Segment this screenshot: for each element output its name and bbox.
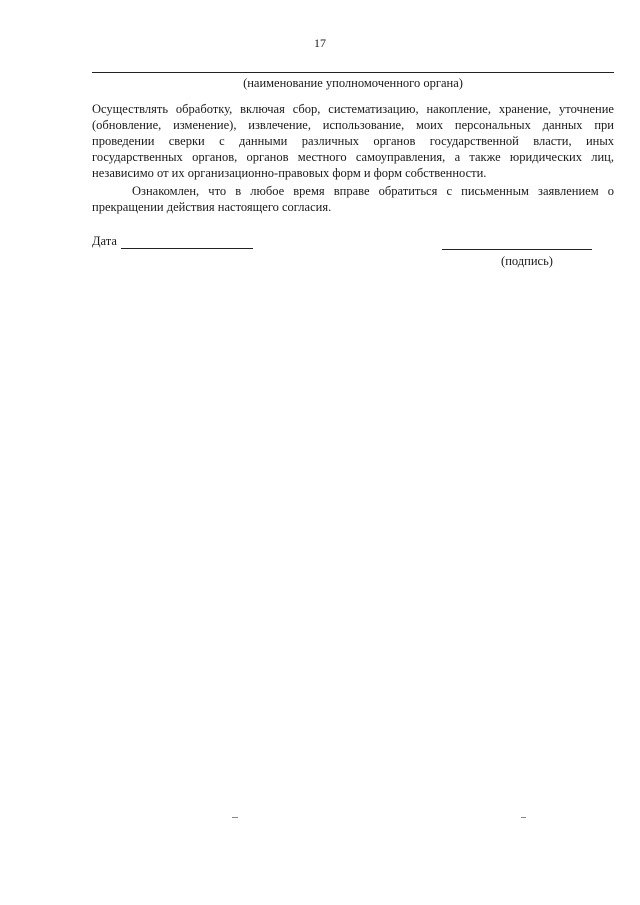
authority-caption: (наименование уполномоченного органа) bbox=[243, 76, 463, 90]
date-blank-line bbox=[121, 236, 253, 249]
signature-line bbox=[442, 249, 592, 250]
date-field bbox=[92, 234, 253, 249]
scan-speck bbox=[521, 817, 526, 818]
signature-caption: (подпись) bbox=[501, 254, 553, 268]
revocation-paragraph: Ознакомлен, что в любое время вправе обратиться с письменным заявлением о прекращении действия настоящего согласия. bbox=[92, 184, 614, 214]
scan-speck bbox=[232, 817, 238, 818]
authority-name-line bbox=[92, 72, 614, 73]
page-number: 17 bbox=[314, 36, 326, 50]
consent-paragraph: Осуществлять обработку, включая сбор, систематизацию, накопление, хранение, уточнение (обновление, изменение), извлечение, использование, моих персональных данных при проведении сверки с данными различных органов государственной власти, иных государственных органов, органов местного самоуправления, а также юридических лиц, независимо от их организационно-правовых форм и форм собственности. bbox=[92, 102, 614, 180]
date-label: Дата bbox=[92, 234, 117, 248]
